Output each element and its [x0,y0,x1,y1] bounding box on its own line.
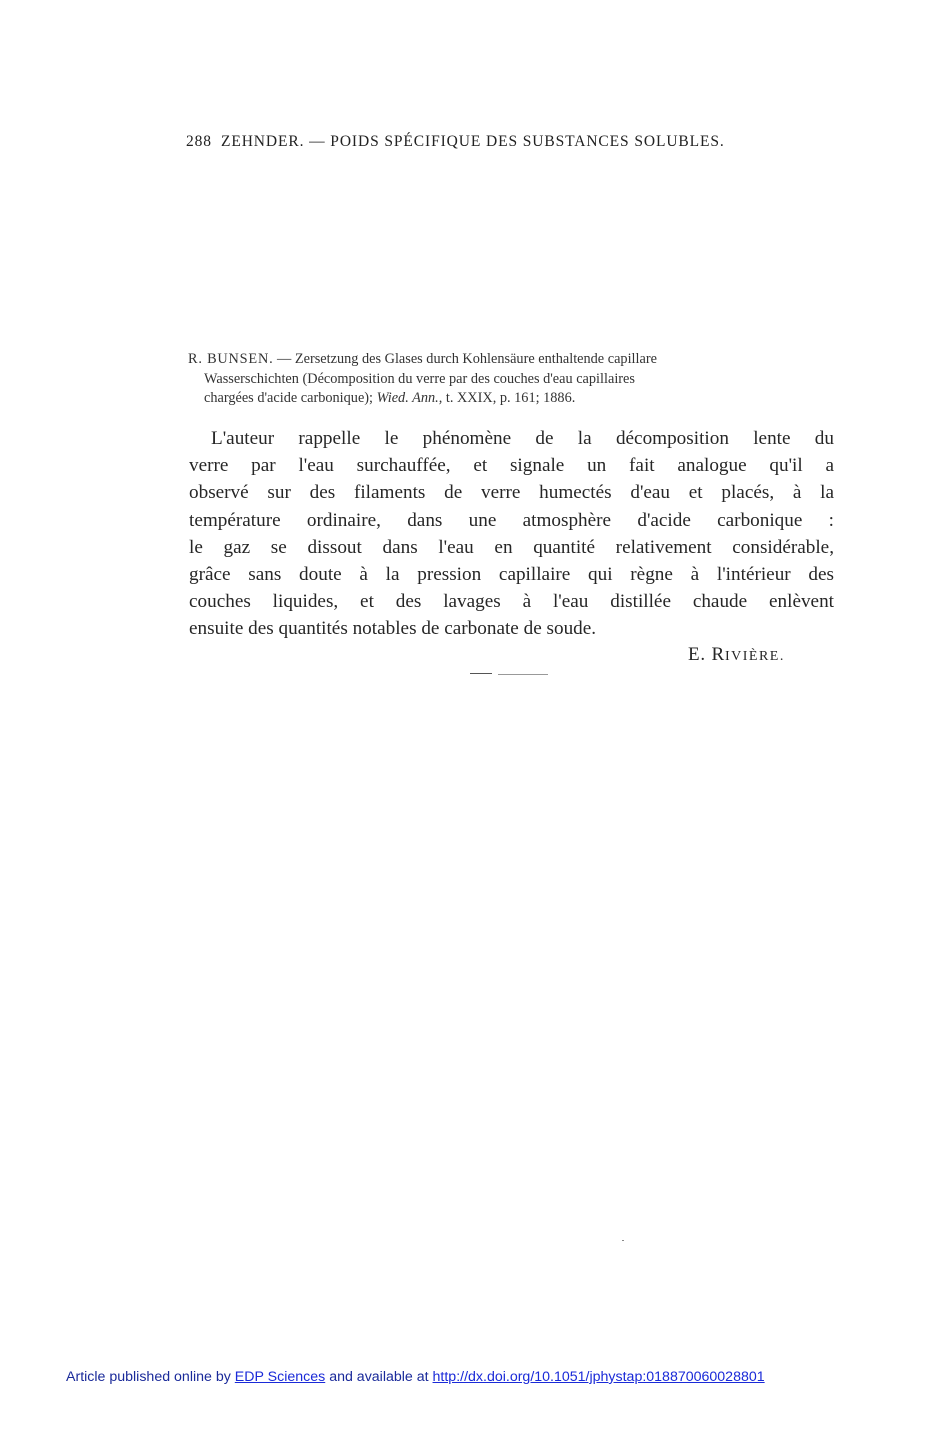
signature-initial: E. R [688,644,725,665]
footer-middle: and available at [329,1369,429,1385]
reference-journal: Wied. Ann., [376,390,443,406]
running-title: ZEHNDER. — POIDS SPÉCIFIQUE DES SUBSTANCES SOLUBLES. [220,133,725,150]
paragraph-line: température ordinaire, dans une atmosphère d'acide carbonique : [189,509,834,531]
reference-title-start: — Zersetzung des Glases durch Kohlensäure enthaltende capillare [277,351,657,367]
author-signature [688,644,785,666]
reference-translation-end: chargées d'acide carbonique); [204,390,374,406]
paragraph-line: L'auteur rappelle le phénomène de la décomposition lente du [211,428,834,449]
paragraph-line: verre par l'eau surchauffée, et signale un fait analogue qu'il a [189,455,834,477]
reference-line-1 [188,350,833,370]
signature-surname: IVIÈRE. [724,649,785,664]
doi-link[interactable]: http://dx.doi.org/10.1051/jphystap:018870060028801 [432,1369,765,1385]
paragraph-line: ensuite des quantités notables de carbonate de soude. [189,618,597,640]
reference-line-3 [188,389,833,409]
rule-segment [470,673,492,674]
paragraph-line: le gaz se dissout dans l'eau en quantité relativement considérable, [189,536,834,558]
running-head [186,133,796,151]
page-number: 288 [186,133,212,150]
bibliographic-reference [188,350,833,409]
paragraph-line: grâce sans doute à la pression capillaire qui règne à l'intérieur des [189,564,834,586]
footer-prefix: Article published online by [66,1369,231,1385]
section-end-rule [470,673,550,675]
publication-footer [66,1369,765,1385]
paragraph-line: observé sur des filaments de verre humectés d'eau et placés, à la [189,482,834,504]
reference-line-2: Wasserschichten (Décomposition du verre par des couches d'eau capillaires [204,370,635,387]
paragraph-line: couches liquides, et des lavages à l'eau distillée chaude enlèvent [189,591,834,613]
scan-speck [622,1240,624,1241]
abstract-paragraph [189,425,834,643]
reference-author: R. BUNSEN. [188,351,274,367]
publisher-link[interactable]: EDP Sciences [234,1369,326,1385]
reference-volume-page-year: t. XXIX, p. 161; 1886. [445,390,576,406]
rule-segment [498,674,548,675]
